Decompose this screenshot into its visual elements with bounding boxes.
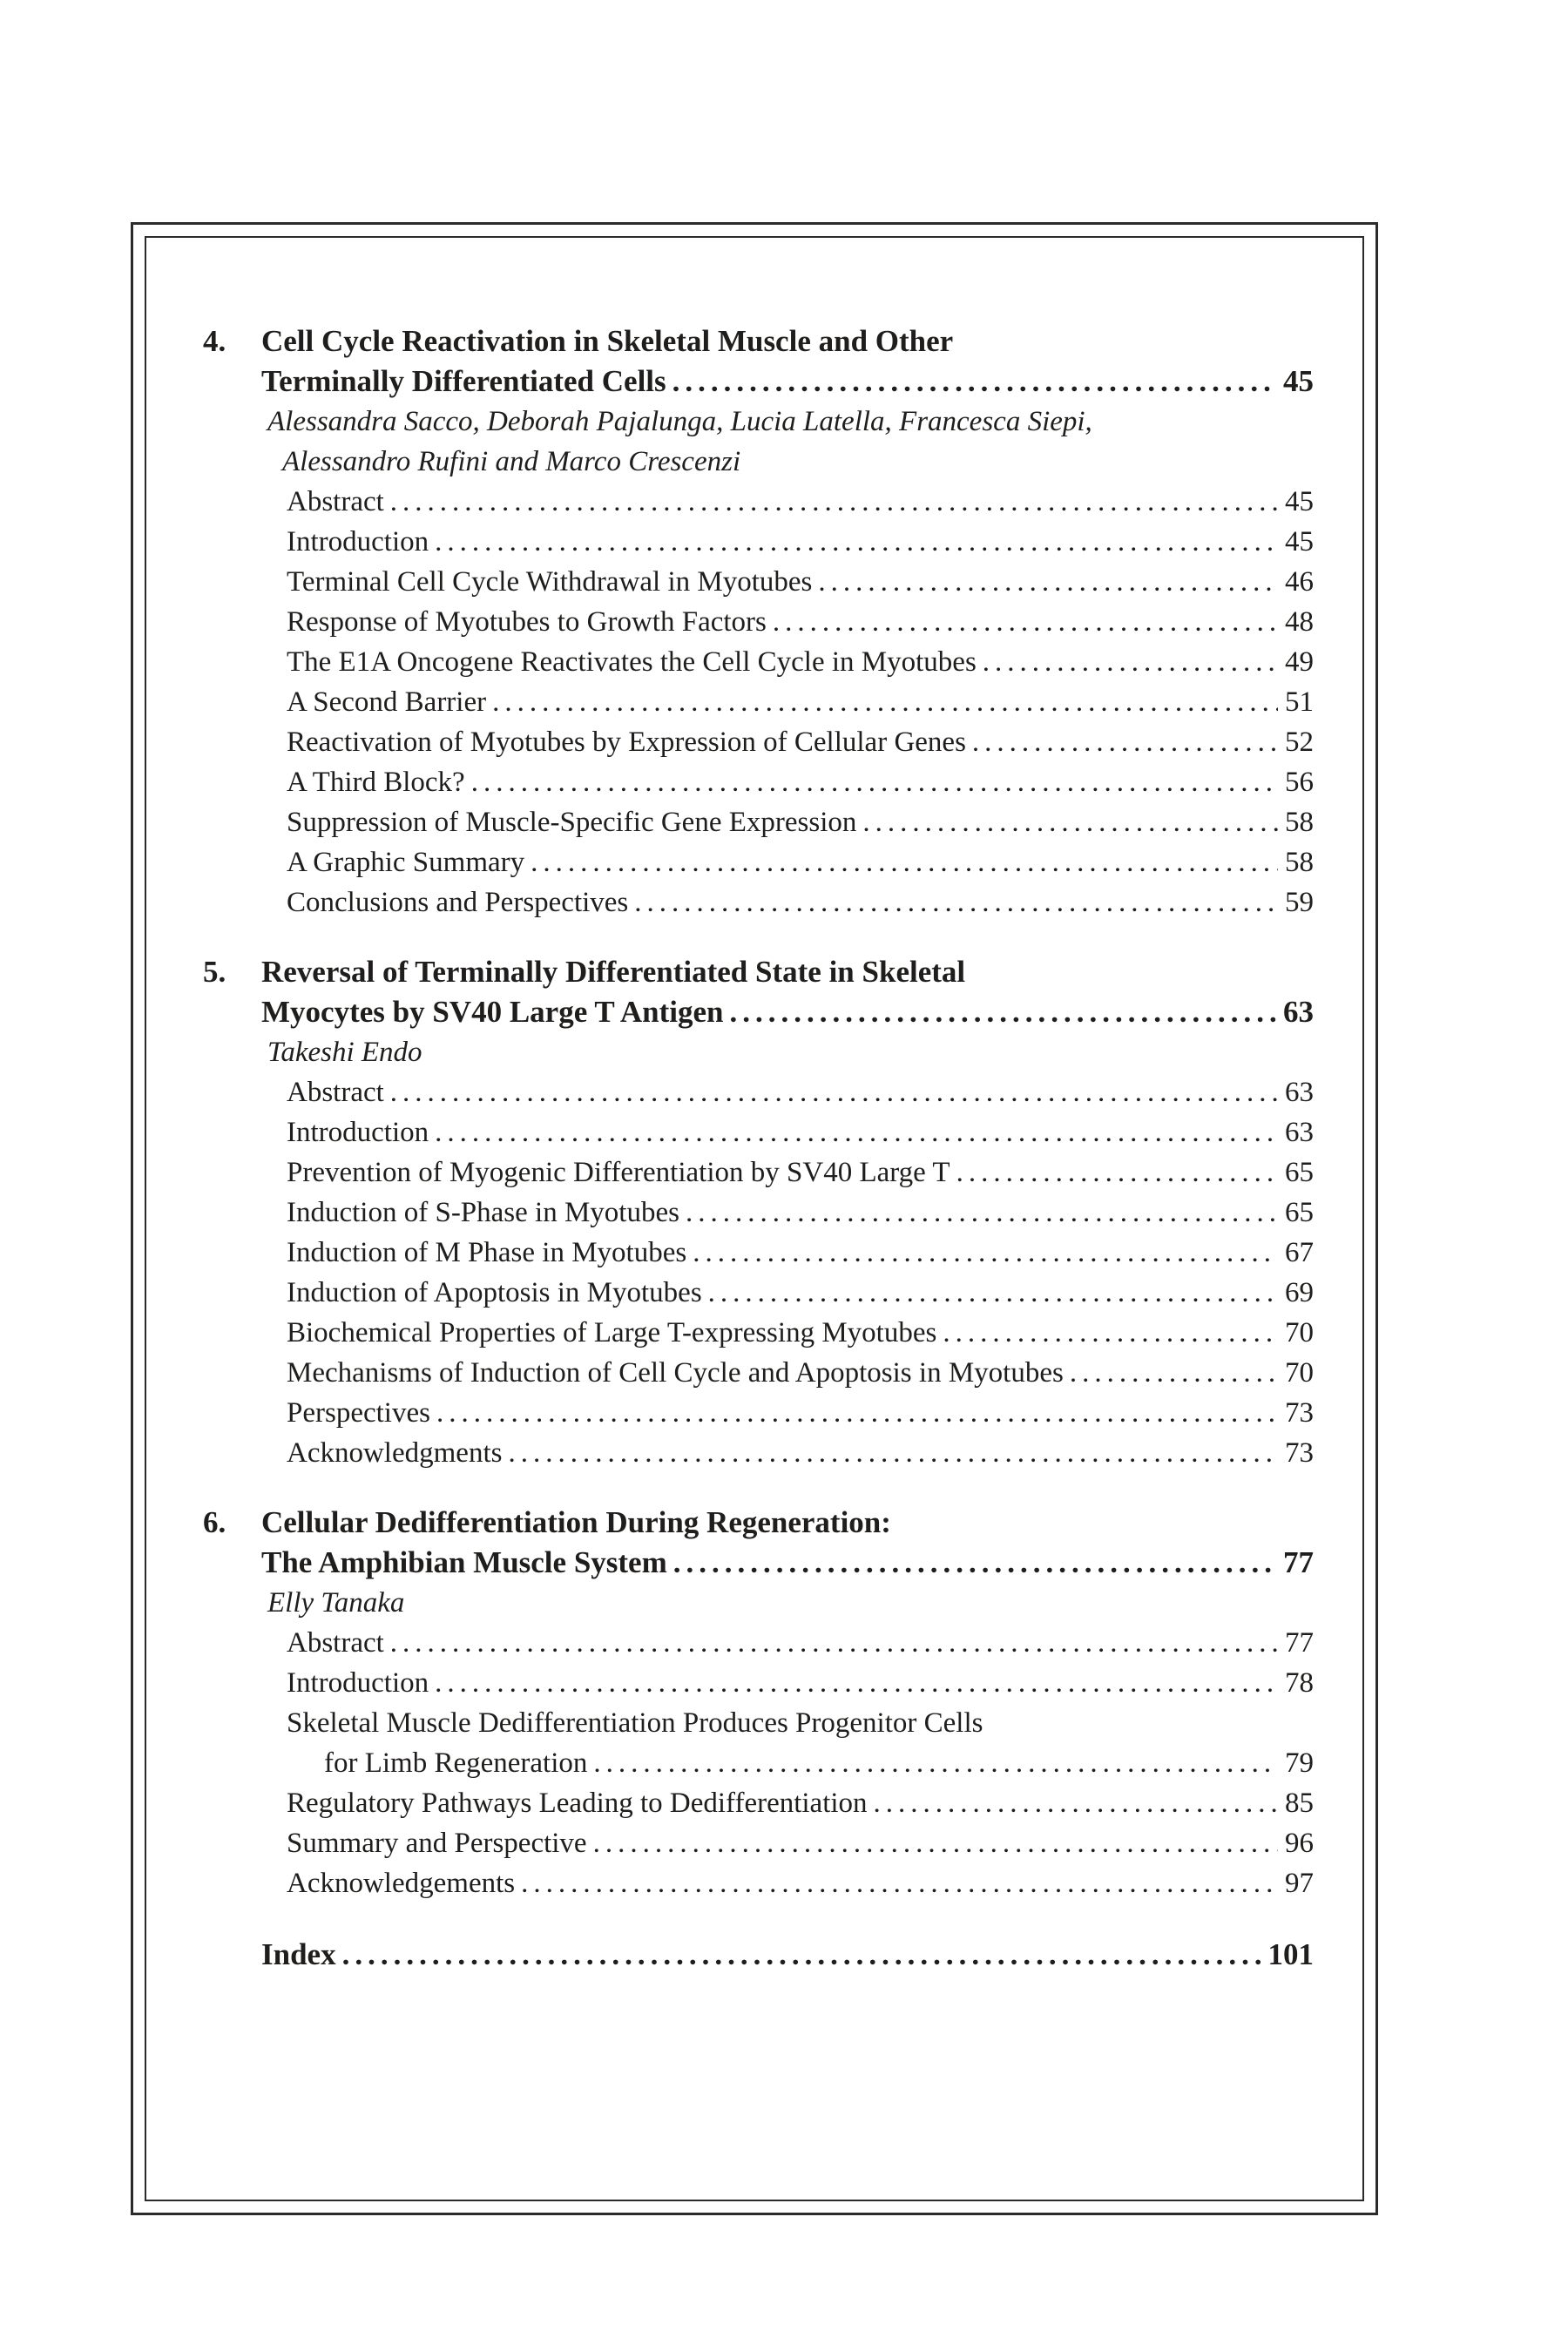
page-number: 48 xyxy=(1285,606,1314,638)
chapter-number: 4. xyxy=(203,324,226,358)
toc-entry-row xyxy=(287,1783,1314,1823)
toc-entry-row xyxy=(287,682,1314,722)
toc-entry-title: The Amphibian Muscle System xyxy=(261,1545,667,1579)
page-number: 97 xyxy=(1285,1868,1314,1899)
toc-entry-title: Cell Cycle Reactivation in Skeletal Muscle and Other xyxy=(261,324,954,358)
toc-entry-row xyxy=(287,1193,1314,1233)
dot-leader xyxy=(508,1433,1278,1473)
dot-leader xyxy=(593,1743,1278,1783)
page-number: 65 xyxy=(1285,1197,1314,1228)
dot-leader xyxy=(1070,1353,1278,1393)
toc-entry-row xyxy=(324,1743,1314,1783)
page-number: 78 xyxy=(1285,1667,1314,1699)
page-number: 85 xyxy=(1285,1788,1314,1819)
dot-leader xyxy=(730,992,1276,1032)
dot-leader xyxy=(521,1863,1278,1903)
page-number: 63 xyxy=(1285,1077,1314,1108)
dot-leader xyxy=(634,882,1278,923)
toc-entry-title: The E1A Oncogene Reactivates the Cell Cycle in Myotubes xyxy=(287,646,977,678)
dot-leader xyxy=(593,1823,1278,1863)
toc-entry-row xyxy=(287,1072,1314,1112)
dot-leader xyxy=(943,1313,1278,1353)
dot-leader xyxy=(390,1072,1278,1112)
toc-entry-row xyxy=(287,802,1314,842)
toc-entry-title: Acknowledgments xyxy=(287,1437,503,1469)
toc-entry-title: Regulatory Pathways Leading to Dedifferentiation xyxy=(287,1788,868,1819)
toc-entry-row xyxy=(287,562,1314,602)
page-number: 77 xyxy=(1285,1627,1314,1659)
page-number: 51 xyxy=(1285,686,1314,718)
toc-entry-row xyxy=(287,762,1314,802)
dot-leader xyxy=(956,1152,1278,1193)
toc-entry-title: Reversal of Terminally Differentiated State in Skeletal xyxy=(261,955,966,989)
toc-entry-title: Induction of S-Phase in Myotubes xyxy=(287,1197,679,1228)
toc-entry-row xyxy=(287,722,1314,762)
dot-leader xyxy=(972,722,1278,762)
page-number: 56 xyxy=(1285,767,1314,798)
toc-entry-row xyxy=(287,882,1314,923)
dot-leader xyxy=(436,1393,1278,1433)
dot-leader xyxy=(342,1935,1261,1975)
table-of-contents xyxy=(203,321,1314,1975)
page-number: 96 xyxy=(1285,1828,1314,1859)
dot-leader xyxy=(708,1273,1278,1313)
toc-entry-row xyxy=(287,1273,1314,1313)
toc-index-row xyxy=(261,1935,1314,1975)
toc-chapter-row xyxy=(261,992,1314,1032)
toc-entry-title: Mechanisms of Induction of Cell Cycle and Apoptosis in Myotubes xyxy=(287,1357,1064,1389)
dot-leader xyxy=(818,562,1278,602)
dot-leader xyxy=(862,802,1278,842)
dot-leader xyxy=(390,1623,1278,1663)
toc-author-row xyxy=(282,442,1314,482)
toc-entry-row xyxy=(287,1623,1314,1663)
toc-entry-title: Conclusions and Perspectives xyxy=(287,887,629,918)
page-number: 58 xyxy=(1285,847,1314,878)
toc-entry-title: Introduction xyxy=(287,1667,429,1699)
dot-leader xyxy=(983,642,1278,682)
page-number: 70 xyxy=(1285,1317,1314,1348)
toc-entry-title: Terminally Differentiated Cells xyxy=(261,364,666,398)
toc-entry-title: Abstract xyxy=(287,1077,384,1108)
toc-entry-title: Abstract xyxy=(287,486,384,517)
page-number: 77 xyxy=(1283,1545,1314,1579)
page-number: 49 xyxy=(1285,646,1314,678)
toc-entry-title: Summary and Perspective xyxy=(287,1828,587,1859)
toc-entry-title: Introduction xyxy=(287,1117,429,1148)
toc-entry-row xyxy=(287,642,1314,682)
dot-leader xyxy=(435,1112,1278,1152)
author-names: Alessandro Rufini and Marco Crescenzi xyxy=(282,446,741,477)
page-number: 63 xyxy=(1285,1117,1314,1148)
page-number: 79 xyxy=(1285,1747,1314,1779)
toc-author-row xyxy=(267,402,1314,442)
toc-entry-title: A Graphic Summary xyxy=(287,847,525,878)
toc-entry-row xyxy=(287,1823,1314,1863)
author-names: Elly Tanaka xyxy=(267,1587,405,1619)
toc-entry-title: Biochemical Properties of Large T-expressing Myotubes xyxy=(287,1317,937,1348)
page-number: 65 xyxy=(1285,1157,1314,1188)
page-number: 45 xyxy=(1283,364,1314,398)
page-number: 58 xyxy=(1285,807,1314,838)
toc-entry-row xyxy=(287,482,1314,522)
page-number: 45 xyxy=(1285,486,1314,517)
chapter-number: 5. xyxy=(203,955,226,989)
toc-entry-row xyxy=(287,1863,1314,1903)
dot-leader xyxy=(531,842,1278,882)
page-number: 70 xyxy=(1285,1357,1314,1389)
toc-entry-title: Acknowledgements xyxy=(287,1868,516,1899)
dot-leader xyxy=(874,1783,1278,1823)
toc-entry-row xyxy=(287,1152,1314,1193)
page-number: 45 xyxy=(1285,526,1314,558)
dot-leader xyxy=(471,762,1278,802)
toc-author-row xyxy=(267,1032,1314,1072)
toc-entry-title: Prevention of Myogenic Differentiation by SV40 Large T xyxy=(287,1157,950,1188)
page-frame-outer xyxy=(131,222,1378,2215)
toc-entry-row xyxy=(287,1393,1314,1433)
toc-entry-row xyxy=(287,1433,1314,1473)
toc-entry-row xyxy=(287,842,1314,882)
toc-entry-title: Suppression of Muscle-Specific Gene Expression xyxy=(287,807,857,838)
page-number: 73 xyxy=(1285,1397,1314,1429)
author-names: Alessandra Sacco, Deborah Pajalunga, Lucia Latella, Francesca Siepi, xyxy=(267,406,1092,437)
toc-entry-title: Induction of M Phase in Myotubes xyxy=(287,1237,687,1268)
page-number: 59 xyxy=(1285,887,1314,918)
dot-leader xyxy=(672,362,1276,402)
toc-chapter-row xyxy=(203,1503,1314,1543)
toc-entry-title: Myocytes by SV40 Large T Antigen xyxy=(261,995,724,1029)
dot-leader xyxy=(686,1193,1278,1233)
dot-leader xyxy=(390,482,1278,522)
page-number: 46 xyxy=(1285,566,1314,598)
page-number: 67 xyxy=(1285,1237,1314,1268)
chapter-number: 6. xyxy=(203,1505,226,1539)
index-label: Index xyxy=(261,1937,336,1971)
toc-entry-title: Reactivation of Myotubes by Expression of Cellular Genes xyxy=(287,727,966,758)
toc-entry-title: A Third Block? xyxy=(287,767,465,798)
toc-entry-row xyxy=(287,1313,1314,1353)
toc-entry-title: Response of Myotubes to Growth Factors xyxy=(287,606,767,638)
toc-section xyxy=(203,952,1314,1473)
toc-entry-row xyxy=(287,1353,1314,1393)
page-number: 73 xyxy=(1285,1437,1314,1469)
toc-chapter-row xyxy=(261,362,1314,402)
dot-leader xyxy=(693,1233,1278,1273)
toc-entry-row xyxy=(287,1112,1314,1152)
page-number: 101 xyxy=(1267,1937,1314,1971)
toc-entry-row xyxy=(287,1703,1314,1743)
dot-leader xyxy=(773,602,1278,642)
toc-entry-title: Introduction xyxy=(287,526,429,558)
toc-entry-title: for Limb Regeneration xyxy=(324,1747,588,1779)
page-number: 63 xyxy=(1283,995,1314,1029)
toc-entry-title: Perspectives xyxy=(287,1397,430,1429)
toc-author-row xyxy=(267,1583,1314,1623)
toc-entry-row xyxy=(287,1663,1314,1703)
author-names: Takeshi Endo xyxy=(267,1037,422,1068)
dot-leader xyxy=(435,1663,1278,1703)
toc-entry-row xyxy=(287,522,1314,562)
toc-section xyxy=(203,1503,1314,1903)
page-frame-inner xyxy=(145,236,1364,2201)
page-number: 52 xyxy=(1285,727,1314,758)
toc-entry-title: Abstract xyxy=(287,1627,384,1659)
toc-chapter-row xyxy=(261,1543,1314,1583)
toc-entry-row xyxy=(287,602,1314,642)
dot-leader xyxy=(492,682,1278,722)
toc-section xyxy=(203,321,1314,923)
page-number: 69 xyxy=(1285,1277,1314,1308)
dot-leader xyxy=(435,522,1278,562)
toc-chapter-row xyxy=(203,321,1314,362)
toc-entry-title: Terminal Cell Cycle Withdrawal in Myotubes xyxy=(287,566,813,598)
toc-chapter-row xyxy=(203,952,1314,992)
toc-entry-row xyxy=(287,1233,1314,1273)
toc-entry-title: A Second Barrier xyxy=(287,686,487,718)
toc-entry-title: Cellular Dedifferentiation During Regeneration: xyxy=(261,1505,891,1539)
toc-entry-title: Skeletal Muscle Dedifferentiation Produces Progenitor Cells xyxy=(287,1707,983,1739)
toc-entry-title: Induction of Apoptosis in Myotubes xyxy=(287,1277,702,1308)
dot-leader xyxy=(673,1543,1276,1583)
